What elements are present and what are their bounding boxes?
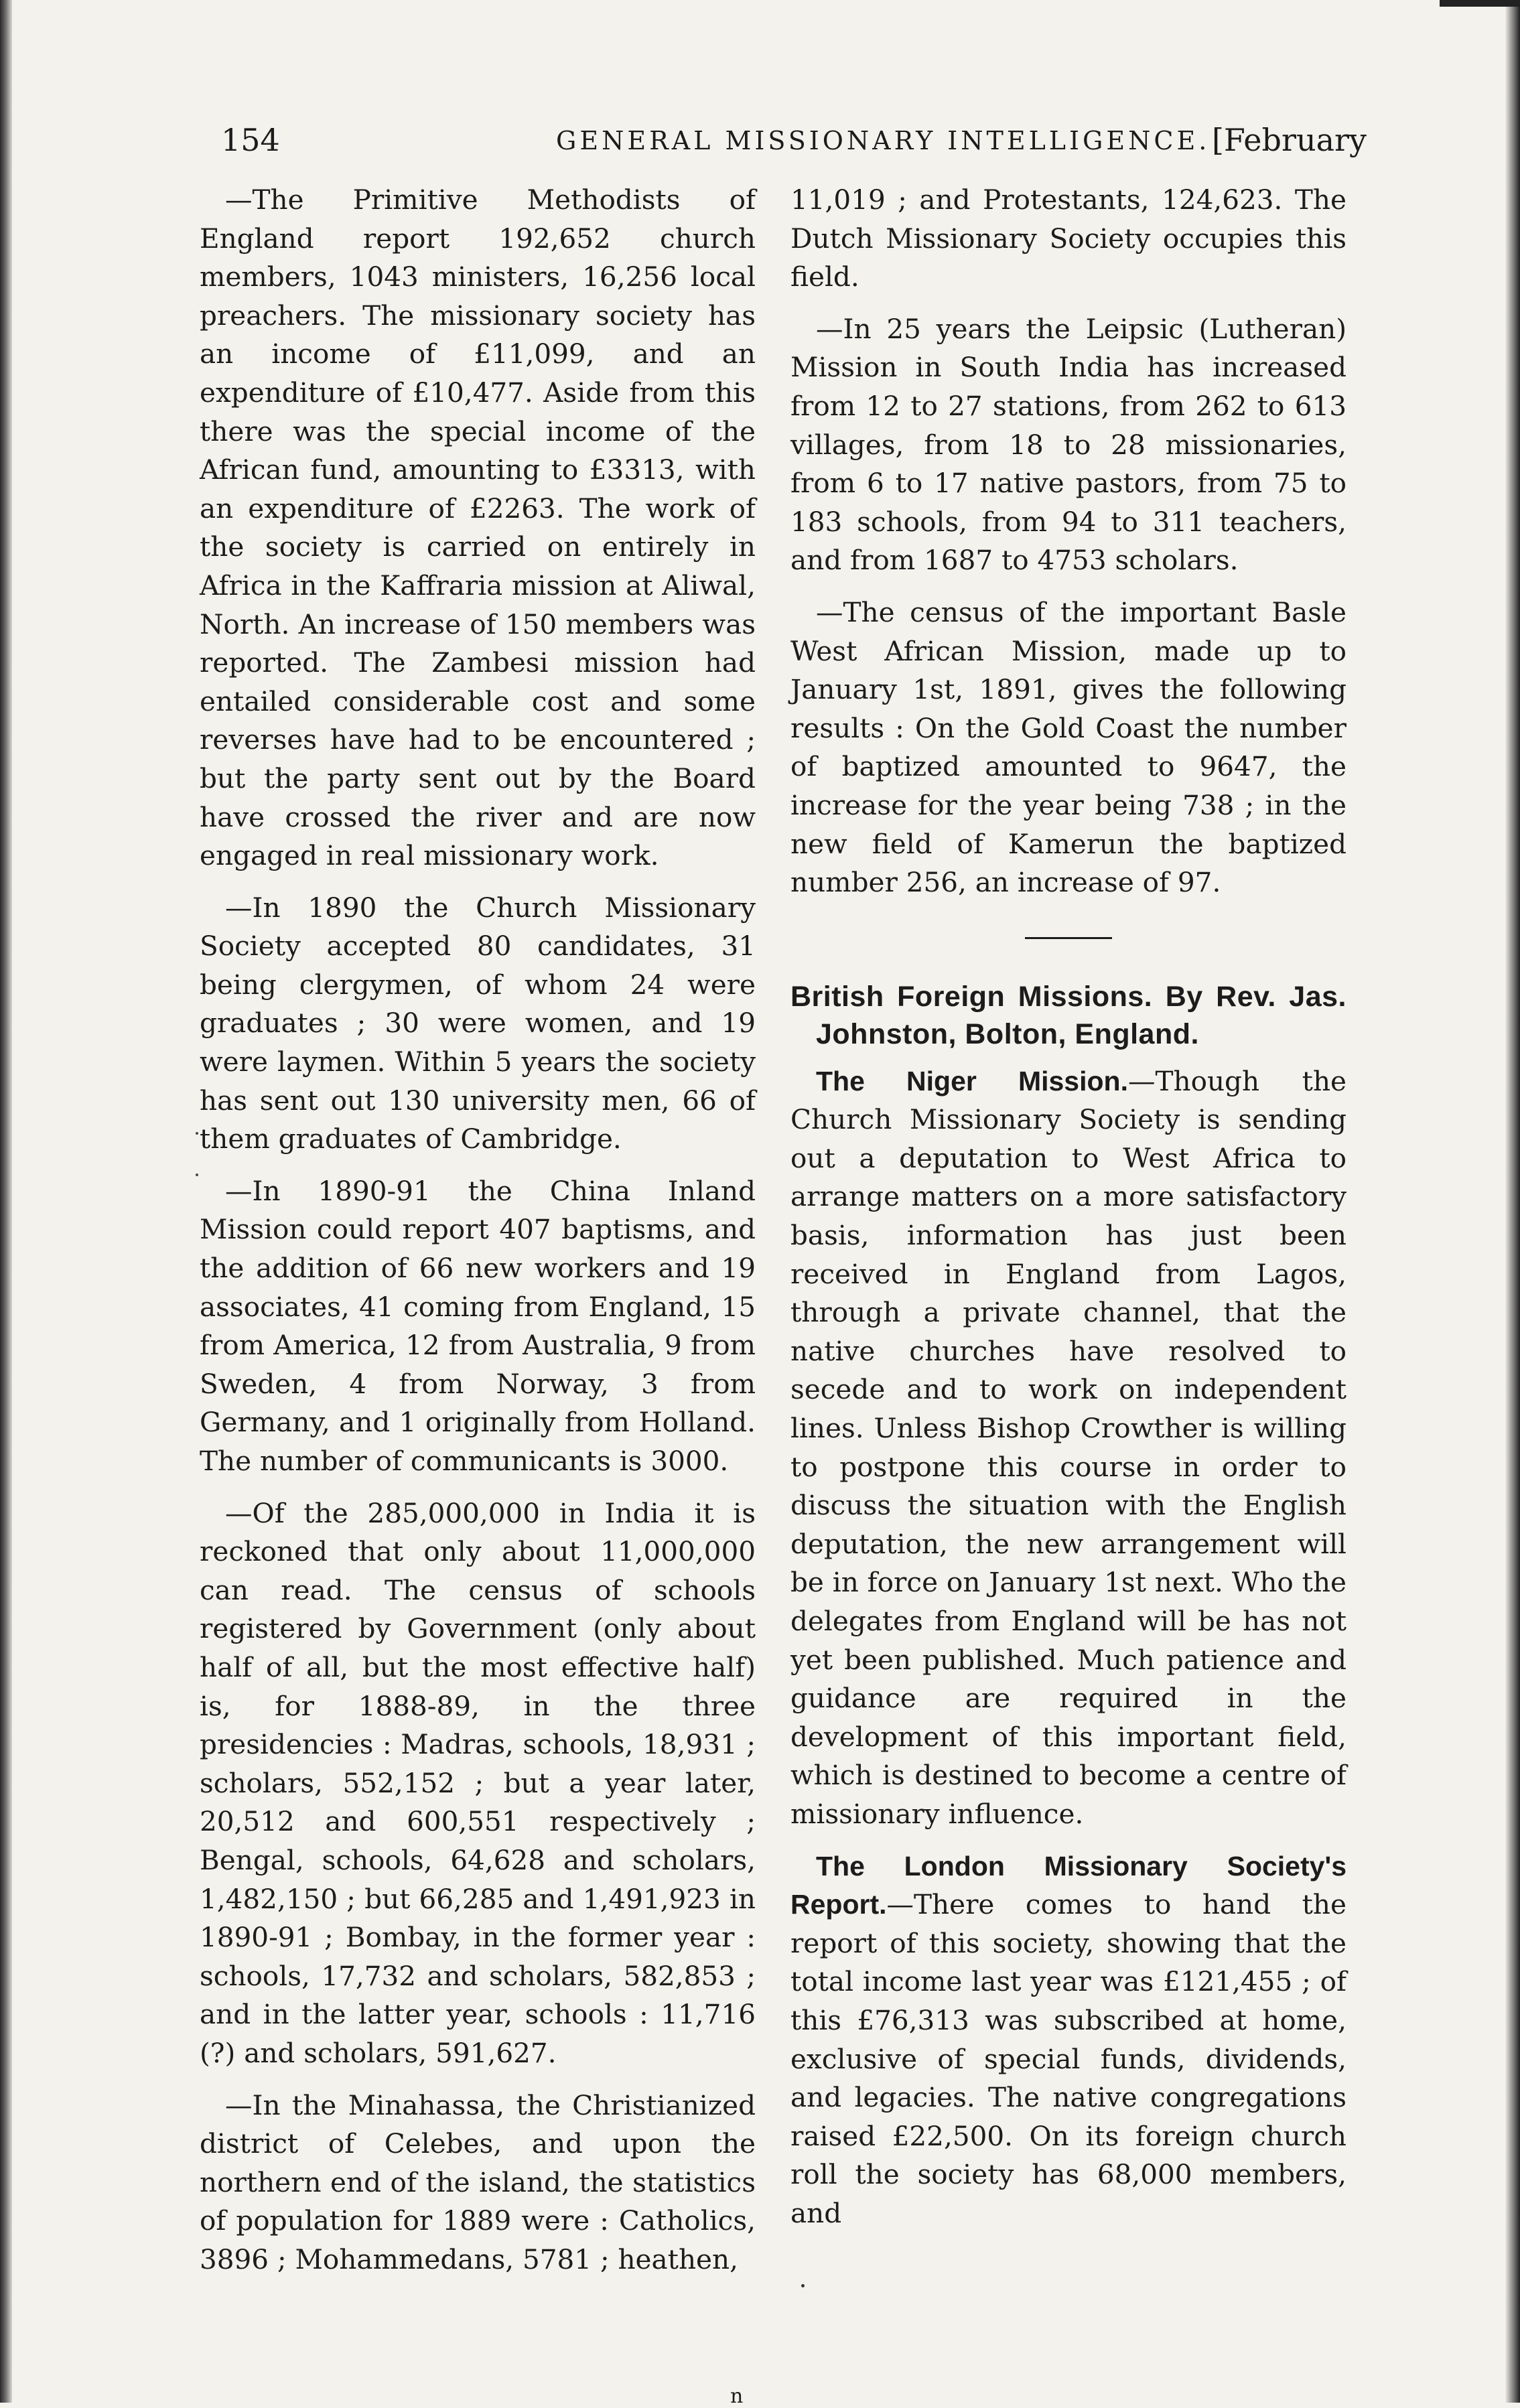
london-society-text: —There comes to hand the report of this society, showing that the total income last year was £121,455 ; of this £76,313 was subscribed at home, exclusive of special funds, dividends, and legacies. The native congregations raised £22,500. On its foreign church roll the society has 68,000 members, and: [790, 1888, 1346, 2229]
paragraph-primitive-methodists: —The Primitive Methodists of England report 192,652 church members, 1043 ministers, 16,256 local preachers. The missionary society has an income of £11,099, and an expenditure of £10,477. Aside from this there was the special income of the African fund, amounting to £3313, with an expenditure of £2263. The work of the society is carried on entirely in Africa in the Kaffraria mission at Aliwal, North. An increase of 150 members was reported. The Zambesi mission had entailed considerable cost and some reverses have had to be encountered ; but the party sent out by the Board have crossed the river and are now engaged in real missionary work.: [200, 184, 756, 872]
right-column: [790, 181, 1346, 2247]
paragraph-basle-mission: —The census of the important Basle West African Mission, made up to January 1st, 1891, gives the following results : On the Gold Coast the number of baptized amounted to 9647, the increase for the year being 738 ; in the new field of Kamerun the baptized number 256, an increase of 97.: [790, 595, 1346, 899]
niger-mission-lead: The Niger Mission.: [816, 1065, 1128, 1096]
page-number: 154: [221, 122, 280, 158]
footer-mark: n: [730, 2385, 744, 2408]
paragraph-church-missionary-candidates: —In 1890 the Church Missionary Society accepted 80 candidates, 31 being clergymen, of whom 24 were graduates ; 30 were women, and 19 were laymen. Within 5 years the society has sent out 130 university men, 66 of them graduates of Cambridge.: [200, 891, 756, 1155]
paragraph-london-missionary-society: [790, 1847, 1346, 2233]
running-title: GENERAL MISSIONARY INTELLIGENCE.: [556, 126, 1211, 155]
london-society-lead: The London Missionary Society's Report.: [790, 1850, 1346, 1920]
paragraph-niger-mission: [790, 1062, 1346, 1834]
scan-top-right-mark: [1440, 0, 1520, 7]
niger-mission-text: —Though the Church Missionary Society is sending out a deputation to West Africa to arrange matters on a more satisfactory basis, information has just been received in England from Lagos, through a private channel, that the native churches have resolved to secede and to work on independent lines. Unless Bishop Crowther is willing to postpone this course in order to discuss the situation with the English deputation, the new arrangement will be in force on January 1st next. Who the delegates from England will be has not yet been published. Much patience and guidance are required in the development of this important field, which is destined to become a centre of missionary influence.: [790, 1064, 1346, 1830]
paragraph-leipsic-mission: —In 25 years the Leipsic (Lutheran) Mission in South India has increased from 12 to 27 stations, from 262 to 613 villages, from 18 to 28 missionaries, from 6 to 17 native pastors, from 75 to 183 schools, from 94 to 311 teachers, and from 1687 to 4753 scholars.: [790, 312, 1346, 577]
left-column: [200, 181, 756, 2292]
margin-dot: [196, 1132, 198, 1135]
scan-edge-left: [0, 0, 12, 2403]
scan-edge-right: [1505, 0, 1520, 2403]
section-divider-rule: [1025, 937, 1112, 939]
stray-dot: [801, 2284, 805, 2287]
margin-dot: [196, 1174, 198, 1176]
paragraph-china-inland-mission: —In 1890-91 the China Inland Mission could report 407 baptisms, and the addition of 66 new workers and 19 associates, 41 coming from England, 15 from America, 12 from Australia, 9 from Sweden, 4 from Norway, 3 from Germany, and 1 originally from Holland. The number of communicants is 3000.: [200, 1174, 756, 1477]
paragraph-minahassa: —In the Minahassa, the Christianized district of Celebes, and upon the northern end of the island, the statistics of population for 1889 were : Catholics, 3896 ; Mohammedans, 5781 ; heathen,: [200, 2088, 756, 2275]
section-heading-british-foreign-missions: British Foreign Missions. By Rev. Jas. Johnston, Bolton, England.: [790, 980, 1346, 1050]
paragraph-india-schools-census: —Of the 285,000,000 in India it is reckoned that only about 11,000,000 can read. The census of schools registered by Government (only about half of all, but the most effective half) is, for 1888-89, in the three presidencies : Madras, schools, 18,931 ; scholars, 552,152 ; but a year later, 20,512 and 600,551 respectively ; Bengal, schools, 64,628 and scholars, 1,482,150 ; but 66,285 and 1,491,923 in 1890-91 ; Bombay, in the former year : schools, 17,732 and scholars, 582,853 ; and in the latter year, schools : 11,716 (?) and scholars, 591,627.: [200, 1496, 756, 2069]
running-date: [February: [1211, 122, 1367, 158]
page-header: [221, 122, 1367, 162]
paragraph-minahassa-continued: 11,019 ; and Protestants, 124,623. The Dutch Missionary Society occupies this field.: [790, 184, 1346, 293]
